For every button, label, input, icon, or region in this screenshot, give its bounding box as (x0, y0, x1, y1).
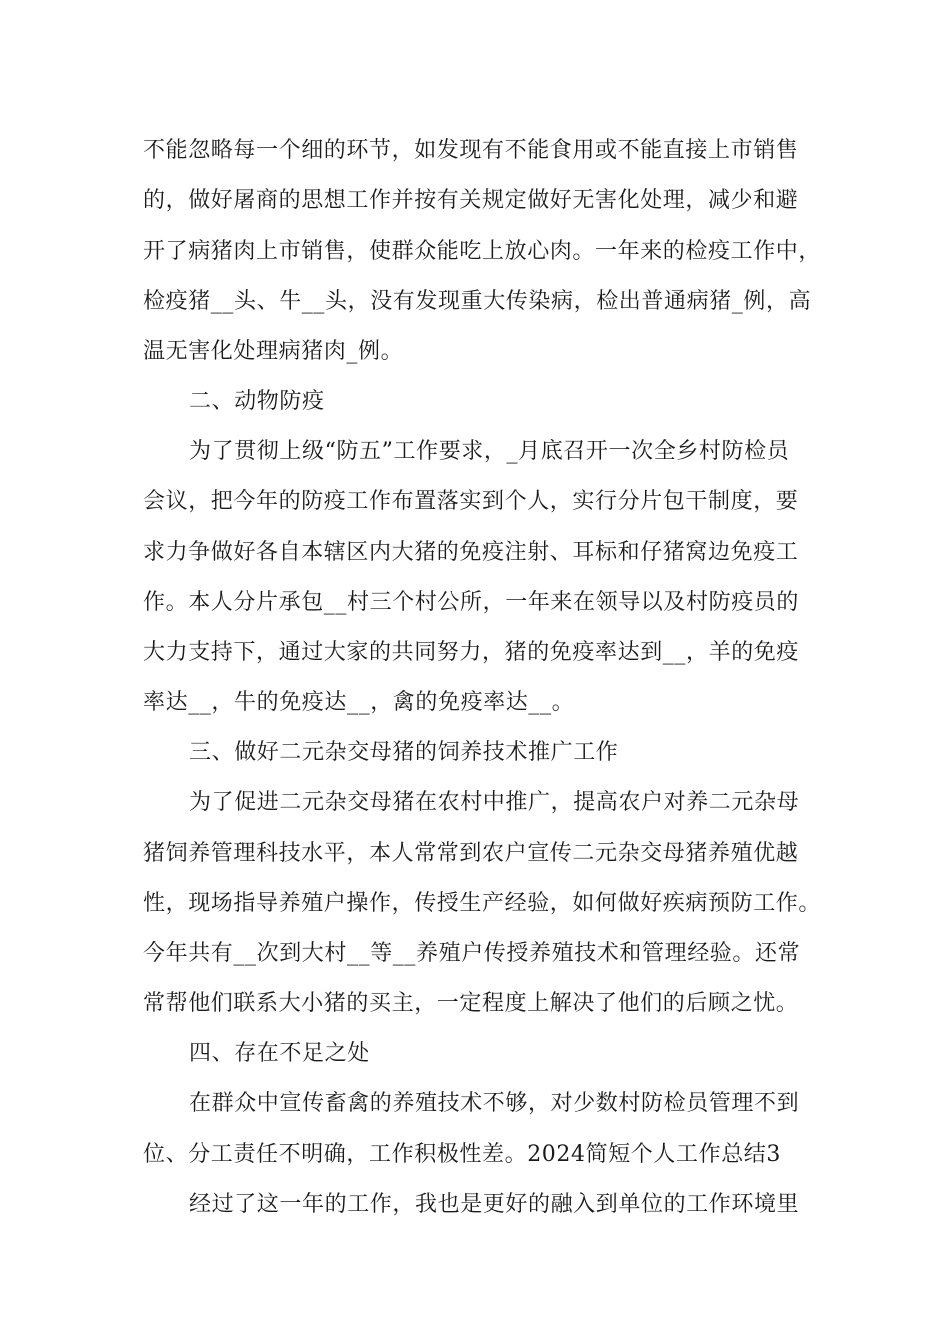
text-line: 不能忽略每一个细的环节，如发现有不能食用或不能直接上市销售 (143, 138, 799, 163)
text-line: 会议，把今年的防疫工作布置落实到个人，实行分片包干制度，要 (143, 489, 799, 514)
text-line: 今年共有__次到大村__等__养殖户传授养殖技术和管理经验。还常 (143, 941, 801, 966)
section-heading: 四、存在不足之处 (189, 1041, 370, 1066)
text-line: 为了促进二元杂交母猪在农村中推广，提高农户对养二元杂母 (189, 790, 800, 815)
text-line: 率达__，牛的免疫达__，禽的免疫率达__。 (143, 690, 575, 715)
text-line: 大力支持下，通过大家的共同努力，猪的免疫率达到__，羊的免疫 (143, 640, 800, 665)
text-line: 的，做好屠商的思想工作并按有关规定做好无害化处理，减少和避 (143, 188, 799, 213)
text-line: 检疫猪__头、牛__头，没有发现重大传染病，检出普通病猪_例，高 (143, 289, 812, 314)
text-line: 经过了这一年的工作，我也是更好的融入到单位的工作环境里 (189, 1192, 800, 1217)
text-line: 猪饲养管理科技水平，本人常常到农户宣传二元杂交母猪养殖优越 (143, 841, 799, 866)
section-heading: 三、做好二元杂交母猪的饲养技术推广工作 (189, 740, 619, 765)
text-line: 温无害化处理病猪肉_例。 (143, 339, 404, 364)
text-line: 求力争做好各自本辖区内大猪的免疫注射、耳标和仔猪窝边免疫工 (143, 540, 799, 565)
text-line: 开了病猪肉上市销售，使群众能吃上放心肉。一年来的检疫工作中， (143, 239, 822, 264)
text-line: 常帮他们联系大小猪的买主，一定程度上解决了他们的后顾之忧。 (143, 991, 799, 1016)
text-line: 位、分工责任不明确，工作积极性差。2024简短个人工作总结3 (143, 1142, 781, 1167)
text-line: 性，现场指导养殖户操作，传授生产经验，如何做好疾病预防工作。 (143, 891, 822, 916)
text-line: 为了贯彻上级“防五”工作要求，_月底召开一次全乡村防检员 (189, 439, 790, 464)
text-line: 在群众中宣传畜禽的养殖技术不够，对少数村防检员管理不到 (189, 1091, 800, 1116)
section-heading: 二、动物防疫 (189, 389, 325, 414)
text-line: 作。本人分片承包__村三个村公所，一年来在领导以及村防疫员的 (143, 590, 800, 615)
